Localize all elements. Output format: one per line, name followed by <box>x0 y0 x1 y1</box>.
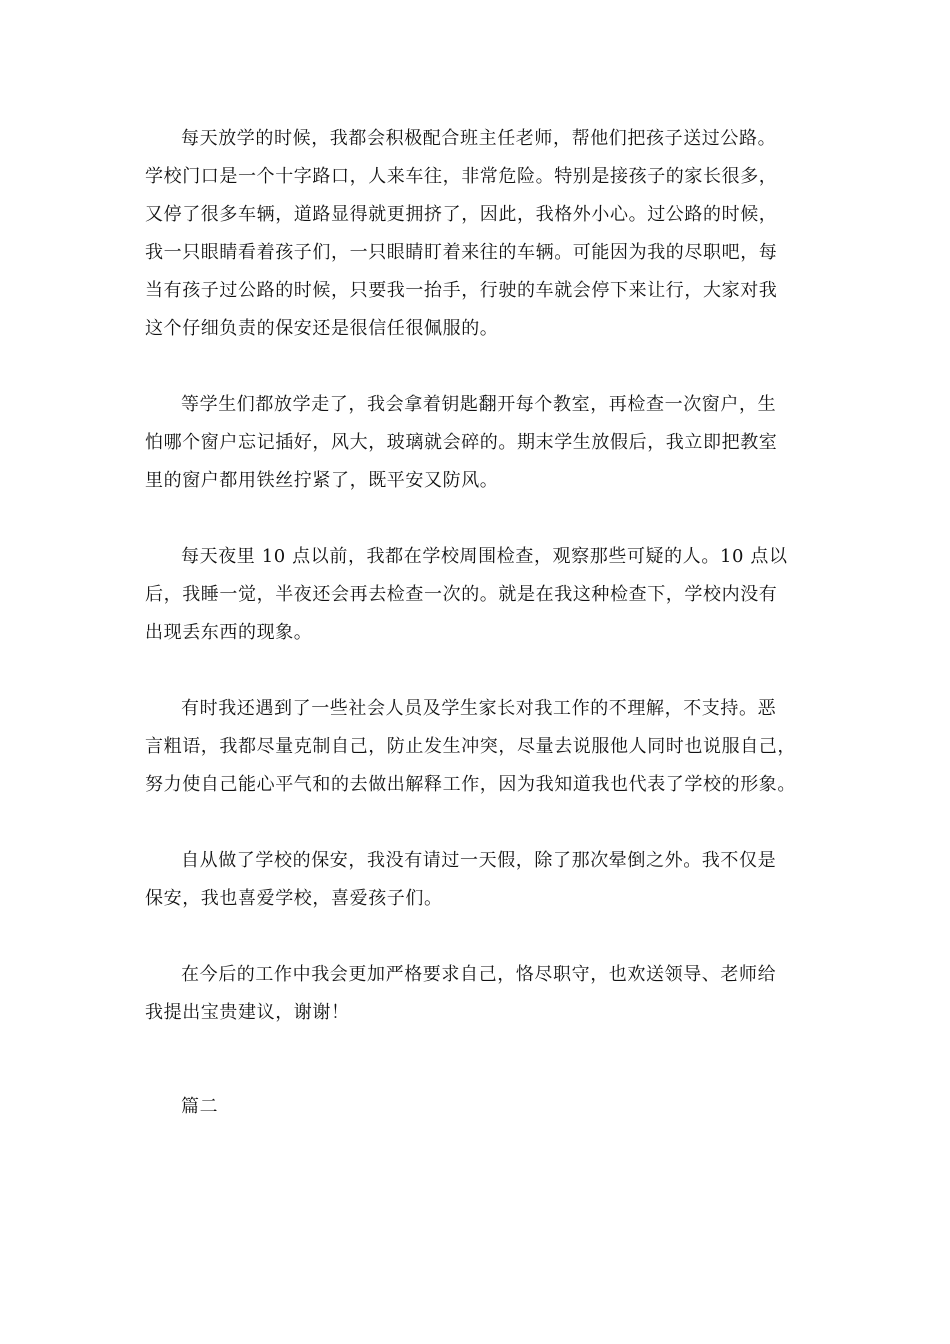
document-body <box>145 120 805 1117</box>
paragraph-6: 在今后的工作中我会更加严格要求自己，恪尽职守，也欢送领导、老师给 我提出宝贵建议，谢谢！ <box>145 964 777 1023</box>
paragraph-4: 有时我还遇到了一些社会人员及学生家长对我工作的不理解，不支持。恶 言粗语，我都尽量克制自己，防止发生冲突，尽量去说服他人同时也说服自己， 努力使自己能心平气和的去做出解释工作，因为我知道我也代表了学校的形象。 <box>145 698 796 795</box>
paragraph-1: 每天放学的时候，我都会积极配合班主任老师，帮他们把孩子送过公路。 学校门口是一个十字路口，人来车往，非常危险。特别是接孩子的家长很多， 又停了很多车辆，道路显得就更拥挤了，因此，我格外小心。过公路的时候， 我一只眼睛看着孩子们，一只眼睛盯着来往的车辆。可能因为我的尽职吧，每 当有孩子过公路的时候，只要我一抬手，行驶的车就会停下来让行，大家对我 这个仔细负责的保安还是很信任很佩服的。 <box>145 128 778 339</box>
paragraph-5: 自从做了学校的保安，我没有请过一天假，除了那次晕倒之外。我不仅是 保安，我也喜爱学校，喜爱孩子们。 <box>145 850 777 909</box>
paragraph-3: 每天夜里 10 点以前，我都在学校周围检查，观察那些可疑的人。10 点以 后，我睡一觉，半夜还会再去检查一次的。就是在我这种检查下，学校内没有 出现丢东西的现象。 <box>145 546 788 643</box>
paragraph-2: 等学生们都放学走了，我会拿着钥匙翻开每个教室，再检查一次窗户，生 怕哪个窗户忘记插好，风大，玻璃就会碎的。期末学生放假后，我立即把教室 里的窗户都用铁丝拧紧了，既平安又防风。 <box>145 394 778 491</box>
section-heading: 篇二 <box>181 1096 219 1117</box>
